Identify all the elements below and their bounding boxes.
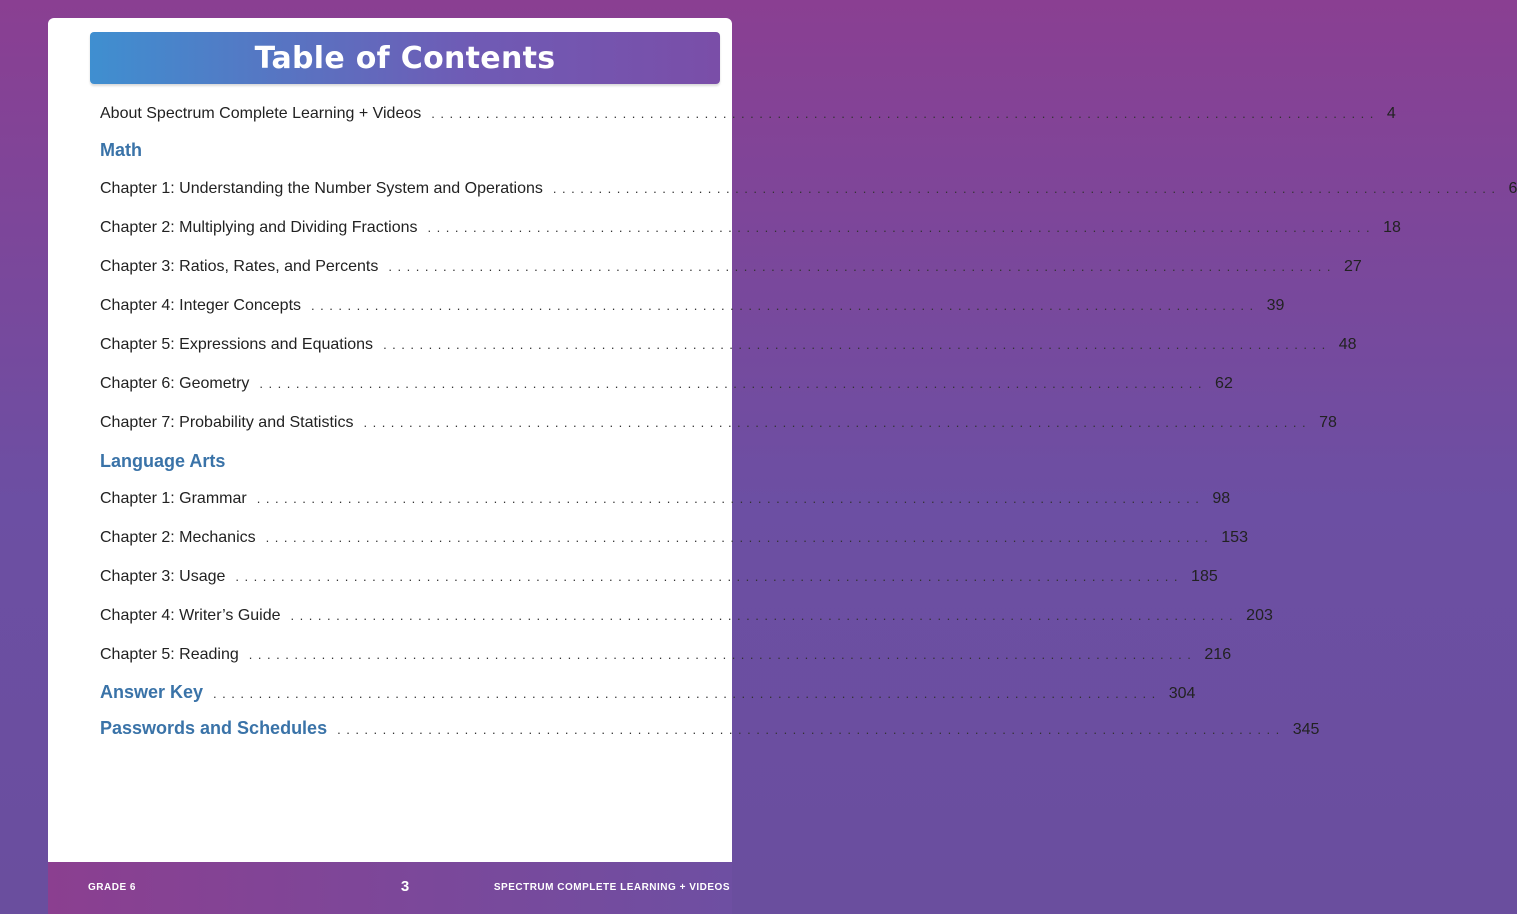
dot-leader: ........................................................................................................: [259, 376, 1208, 391]
toc-entry-la-ch2[interactable]: [100, 529, 1248, 547]
toc-entry-label: Chapter 6: Geometry: [100, 375, 250, 392]
dot-leader: ........................................................................................................: [337, 722, 1285, 737]
toc-page-number: 345: [1292, 721, 1320, 738]
toc-entry-label: Chapter 2: Multiplying and Dividing Fractions: [100, 219, 418, 236]
title-banner: [90, 32, 720, 84]
toc-entry-label: Chapter 2: Mechanics: [100, 529, 256, 546]
dot-leader: ........................................................................................................: [256, 491, 1205, 506]
toc-entry-la-ch3[interactable]: [100, 568, 1218, 586]
footer-series-title: SPECTRUM COMPLETE LEARNING + VIDEOS: [493, 882, 730, 893]
section-heading-label: Math: [100, 140, 142, 160]
toc-page-number: 203: [1246, 607, 1273, 624]
toc-page-number: 27: [1344, 258, 1362, 275]
toc-entry-la-ch5[interactable]: [100, 646, 1232, 664]
dot-leader: ........................................................................................................: [213, 686, 1161, 701]
toc-entry-label: Chapter 4: Integer Concepts: [100, 297, 302, 314]
toc-entry-passwords[interactable]: [100, 718, 1320, 739]
toc-entry-math-ch2[interactable]: [100, 219, 1401, 237]
toc-page-number: 6: [1508, 180, 1517, 197]
toc-entry-la-ch4[interactable]: [100, 607, 1273, 625]
section-heading-math: [100, 140, 698, 161]
dot-leader: ........................................................................................................: [383, 337, 1331, 352]
section-heading-label: Language Arts: [100, 451, 226, 471]
toc-page-number: 153: [1221, 529, 1248, 546]
page-footer: [48, 862, 732, 914]
toc-page-number: 216: [1204, 646, 1232, 663]
toc-page-number: 98: [1212, 490, 1231, 507]
toc-page-number: 48: [1338, 336, 1357, 353]
toc-entry-la-ch1[interactable]: [100, 490, 1231, 508]
toc-page-number: 185: [1191, 568, 1218, 585]
toc-entry-math-ch6[interactable]: [100, 375, 1233, 393]
toc-page-number: 39: [1266, 297, 1285, 314]
toc-entry-label: Answer Key: [100, 682, 204, 702]
page-title: Table of Contents: [254, 40, 556, 76]
toc-entry-label: Chapter 1: Grammar: [100, 490, 247, 507]
dot-leader: ........................................................................................................: [311, 298, 1259, 313]
toc-page-number: 304: [1168, 685, 1196, 702]
page: [48, 18, 1517, 914]
toc-entry-math-ch5[interactable]: [100, 336, 1357, 354]
dot-leader: ........................................................................................................: [290, 608, 1239, 623]
toc-entry-label: Chapter 3: Usage: [100, 568, 226, 585]
toc-entry-label: Chapter 3: Ratios, Rates, and Percents: [100, 258, 379, 275]
toc-entry-label: About Spectrum Complete Learning + Videos: [100, 105, 422, 122]
toc-entry-math-ch1[interactable]: [100, 180, 1517, 198]
toc-entry-label: Chapter 4: Writer’s Guide: [100, 607, 281, 624]
toc-page-number: 78: [1319, 414, 1337, 431]
footer-page-number: 3: [400, 878, 410, 895]
section-heading-language-arts: [100, 451, 698, 472]
toc-page-number: 62: [1215, 375, 1233, 392]
toc-entry-answer-key[interactable]: [100, 682, 1196, 703]
toc-page-number: 4: [1386, 105, 1396, 122]
dot-leader: ........................................................................................................: [235, 569, 1184, 584]
toc-entry-about[interactable]: [100, 105, 1396, 123]
toc-entry-math-ch3[interactable]: [100, 258, 1362, 276]
toc-entry-label: Chapter 1: Understanding the Number System and Operations: [100, 180, 543, 197]
toc-entry-label: Chapter 7: Probability and Statistics: [100, 414, 354, 431]
footer-grade: GRADE 6: [88, 882, 136, 893]
dot-leader: ........................................................................................................: [427, 220, 1376, 235]
dot-leader: ........................................................................................................: [363, 415, 1312, 430]
toc-page-number: 18: [1383, 219, 1401, 236]
dot-leader: ........................................................................................................: [552, 181, 1501, 196]
dot-leader: ........................................................................................................: [431, 106, 1379, 121]
toc-entry-label: Passwords and Schedules: [100, 718, 328, 738]
toc-entry-label: Chapter 5: Expressions and Equations: [100, 336, 374, 353]
dot-leader: ........................................................................................................: [265, 530, 1214, 545]
toc-entry-math-ch7[interactable]: [100, 414, 1337, 432]
dot-leader: ........................................................................................................: [388, 259, 1337, 274]
toc-entry-label: Chapter 5: Reading: [100, 646, 239, 663]
dot-leader: ........................................................................................................: [248, 647, 1197, 662]
toc-entry-math-ch4[interactable]: [100, 297, 1285, 315]
